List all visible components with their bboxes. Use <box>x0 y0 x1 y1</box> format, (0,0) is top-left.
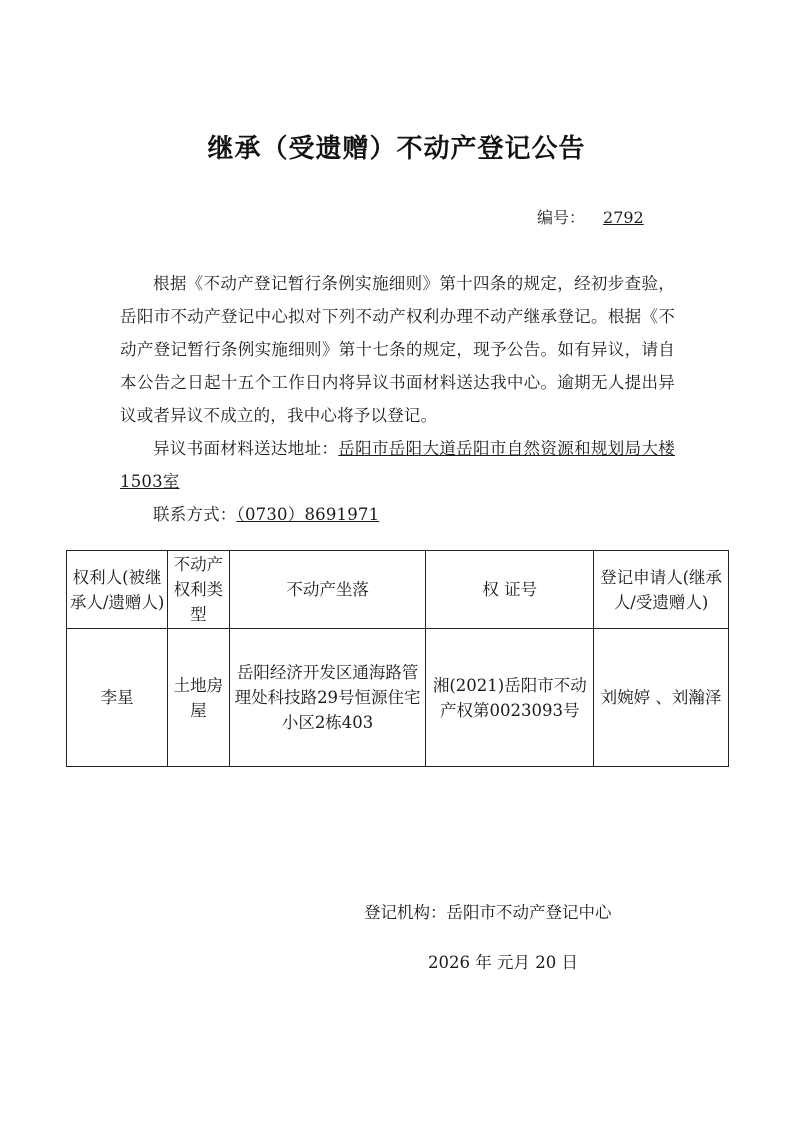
header-right-type: 不动产权利类型 <box>168 551 229 629</box>
header-certificate: 权 证号 <box>426 551 594 629</box>
notice-number-value: 2792 <box>603 208 644 227</box>
table-header-row <box>67 551 729 629</box>
contact-line <box>120 498 675 531</box>
header-holder: 权利人(被继承人/遗赠人) <box>67 551 168 629</box>
contact-value: （0730）8691971 <box>236 505 380 524</box>
notice-body <box>120 267 675 531</box>
cell-applicant: 刘婉婷 、刘瀚泽 <box>594 629 729 767</box>
cell-certificate: 湘(2021)岳阳市不动产权第0023093号 <box>426 629 594 767</box>
header-location: 不动产坐落 <box>229 551 426 629</box>
header-applicant: 登记申请人(继承人/受遗赠人) <box>594 551 729 629</box>
cell-right-type: 土地房屋 <box>168 629 229 767</box>
notice-paragraph: 根据《不动产登记暂行条例实施细则》第十四条的规定，经初步查验，岳阳市不动产登记中心拟对下列不动产权利办理不动产继承登记。根据《不动产登记暂行条例实施细则》第十七条的规定，现予公告。如有异议，请自本公告之日起十五个工作日内将异议书面材料送达我中心。逾期无人提出异议或者异议不成立的，我中心将予以登记。 <box>120 274 675 425</box>
address-value: 岳阳市岳阳大道岳阳市自然资源和规划局大楼1503室 <box>120 439 676 491</box>
address-label: 异议书面材料送达地址： <box>153 439 339 458</box>
table-row <box>67 629 729 767</box>
cell-location: 岳阳经济开发区通海路管理处科技路29号恒源住宅小区2栋403 <box>229 629 426 767</box>
notice-number-label: 编号： <box>537 208 586 227</box>
registration-authority: 登记机构：岳阳市不动产登记中心 <box>364 903 612 922</box>
registration-table <box>66 550 729 767</box>
notice-number <box>537 205 644 228</box>
contact-label: 联系方式： <box>153 505 237 524</box>
notice-date: 2026 年 元月 20 日 <box>428 953 578 972</box>
page-title: 继承（受遗赠）不动产登记公告 <box>207 134 586 164</box>
address-line <box>120 432 675 498</box>
cell-holder: 李星 <box>67 629 168 767</box>
